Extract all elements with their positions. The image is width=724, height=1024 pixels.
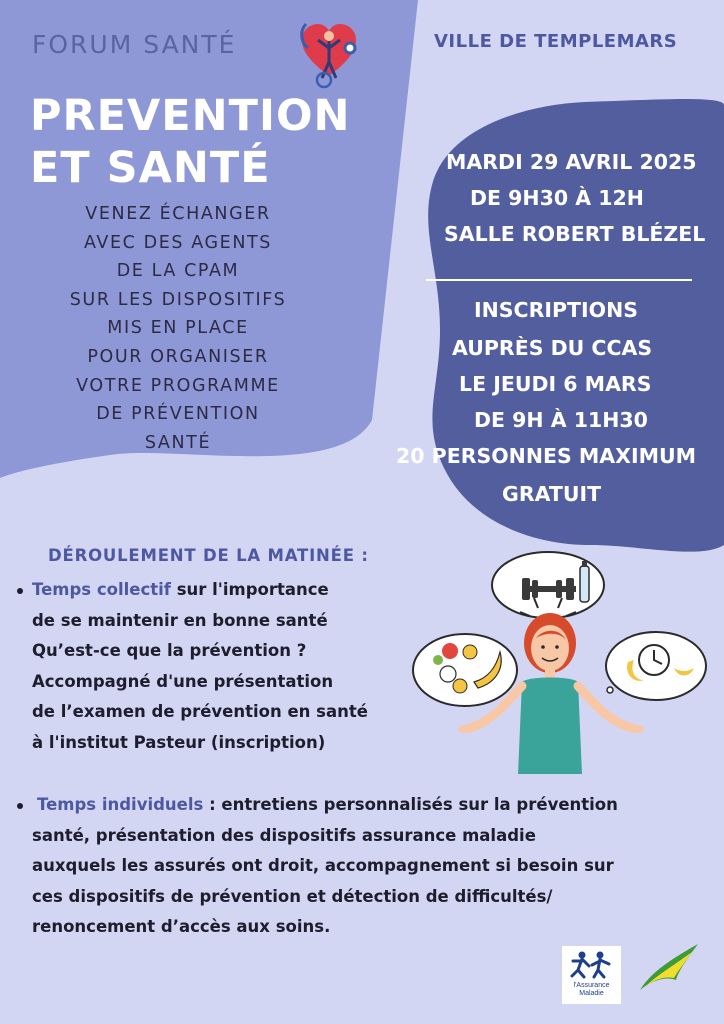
templemars-logo [636,940,702,998]
collective-line-rest: sur l'importance [170,580,329,599]
collective-line: Accompagné d'une présentation [32,671,334,691]
individual-line: renoncement d’accès aux soins. [32,917,331,936]
sleep-thought-icon [606,632,706,700]
description [28,200,328,457]
page-title [30,90,351,194]
collective-line: Qu’est-ce que la prévention ? [32,641,307,660]
description-line: SUR LES DISPOSITIFS [69,289,287,310]
description-line: AVEC DES AGENTS [83,232,273,253]
title-line-2: ET SANTÉ [30,143,271,193]
individual-line [32,790,618,821]
collective-line: de se maintenir en bonne santé [32,610,328,630]
town-name: VILLE DE TEMPLEMARS [434,31,678,52]
registration-line: 20 PERSONNES MAXIMUM [396,444,697,468]
individual-line: ces dispositifs de prévention et détection de difficultés/ [32,886,553,906]
registration-line: INSCRIPTIONS [474,298,638,322]
forum-label: FORUM SANTÉ [32,30,237,59]
registration-line: LE JEUDI 6 MARS [459,372,652,396]
collective-line [32,575,368,606]
program-title: DÉROULEMENT DE LA MATINÉE : [48,546,369,565]
nutrition-thought-icon [413,634,517,706]
description-line: SANTÉ [144,432,212,453]
bullet-icon [17,803,23,809]
info-divider [426,279,692,281]
collective-item [32,575,368,758]
event-venue: SALLE ROBERT BLÉZEL [444,222,706,246]
description-line: POUR ORGANISER [87,346,269,367]
individual-label: Temps individuels [37,795,204,814]
registration-line: AUPRÈS DU CCAS [452,336,653,360]
registration-line: GRATUIT [502,482,602,506]
title-line-1: PREVENTION [30,91,351,141]
collective-label: Temps collectif [32,580,171,599]
assurance-maladie-logo [562,946,621,1004]
individual-line: auxquels les assurés ont droit, accompagnement si besoin sur [32,856,614,875]
individual-item [32,790,618,943]
assurance-maladie-label [562,982,621,998]
registration-line: DE 9H À 11H30 [474,408,648,432]
collective-line: à l'institut Pasteur (inscription) [32,732,326,752]
description-line: MIS EN PLACE [107,318,249,339]
individual-line: santé, présentation des dispositifs assurance maladie [32,825,536,845]
heart-stethoscope-icon [298,18,360,90]
description-line: DE PRÉVENTION [96,404,260,425]
woman-thinking-illustration [410,548,710,774]
individual-line-rest: : entretiens personnalisés sur la prévention [203,795,618,814]
description-line: DE LA CPAM [116,261,240,282]
assurance-maladie-figures-icon [562,946,621,982]
description-line: VENEZ ÉCHANGER [85,204,271,224]
description-line: VOTRE PROGRAMME [76,375,280,396]
event-time: DE 9H30 À 12H [470,186,644,210]
logo-text-line: l'Assurance [573,982,610,989]
logo-text-line: Maladie [579,990,604,997]
bullet-icon [17,588,23,594]
event-date: MARDI 29 AVRIL 2025 [446,150,697,174]
collective-line: de l’examen de prévention en santé [32,702,368,721]
